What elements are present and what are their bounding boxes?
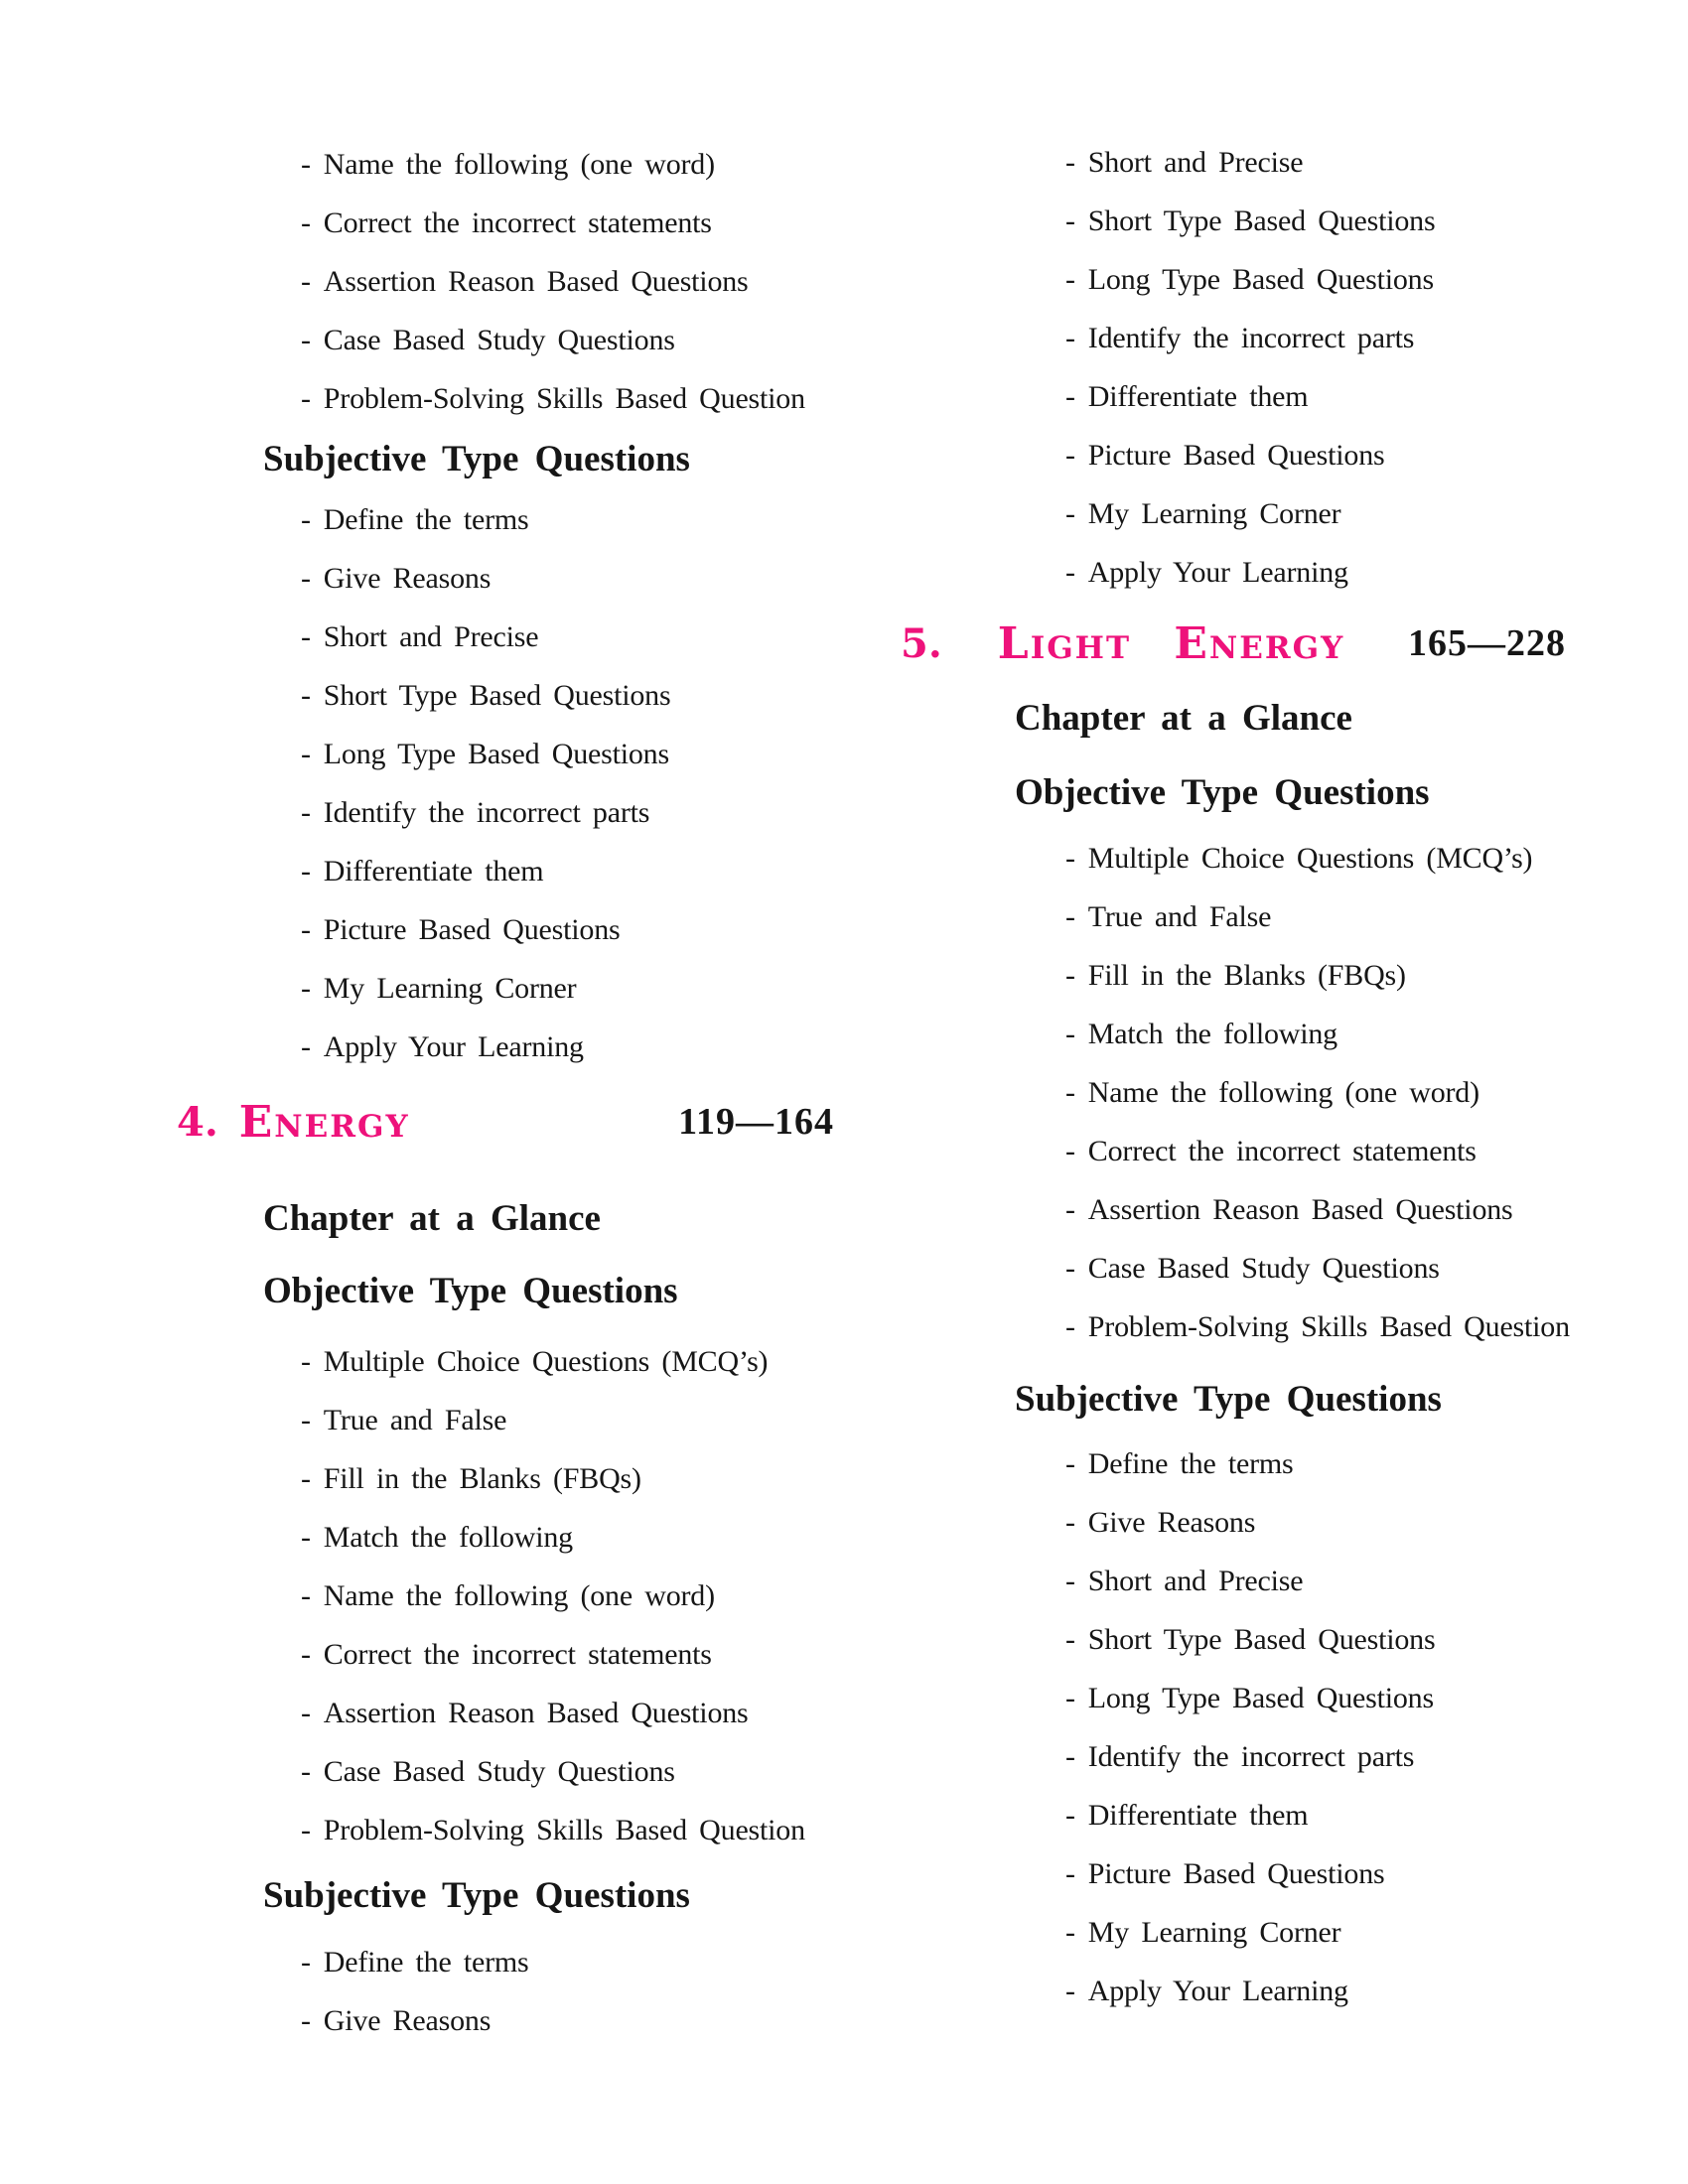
toc-item [301,1742,805,1801]
right-carryover-items [1065,133,1435,602]
right-subjective-items [1065,1434,1435,2020]
chapter-glance-heading: Chapter at a Glance [1015,698,1352,739]
toc-item [301,1391,805,1449]
item-label: Short Type Based Questions [1087,1622,1436,1656]
left-subjective-items [301,490,670,1076]
toc-item [301,1684,805,1742]
toc-item [1065,1493,1435,1552]
item-dash: - [301,1029,311,1063]
item-dash: - [1065,1622,1075,1656]
item-label: Name the following (one word) [1087,1075,1479,1109]
item-label: Define the terms [323,502,529,536]
item-label: Give Reasons [1087,1505,1256,1539]
item-dash: - [301,1696,311,1729]
item-label: Correct the incorrect statements [323,1637,712,1671]
toc-item [1065,1063,1570,1122]
toc-item [301,666,670,725]
chapter-glance-heading: Chapter at a Glance [263,1198,601,1239]
item-dash: - [301,323,311,356]
toc-item [301,1625,805,1684]
item-label: Identify the incorrect parts [323,795,650,829]
item-dash: - [1065,1856,1075,1890]
toc-item [301,900,670,959]
toc-item [301,490,670,549]
item-dash: - [301,737,311,770]
item-label: Short Type Based Questions [1087,204,1436,237]
item-dash: - [1065,899,1075,933]
item-label: Case Based Study Questions [1087,1251,1440,1285]
toc-item [301,1801,805,1859]
toc-item [1065,1786,1435,1844]
item-dash: - [301,264,311,298]
item-dash: - [1065,321,1075,354]
item-dash: - [301,795,311,829]
item-dash: - [1065,438,1075,472]
item-label: Name the following (one word) [323,1578,715,1612]
left-carryover-items [301,135,805,428]
toc-item [1065,426,1435,484]
toc-item [301,1991,529,2050]
item-dash: - [1065,262,1075,296]
item-label: Long Type Based Questions [1087,262,1434,296]
toc-item [301,1933,529,1991]
chapter-title: Energy [238,1096,410,1148]
item-label: Long Type Based Questions [323,737,669,770]
item-label: Long Type Based Questions [1087,1681,1434,1714]
item-label: Assertion Reason Based Questions [323,264,749,298]
item-dash: - [1065,1915,1075,1949]
item-label: Fill in the Blanks (FBQs) [1087,958,1406,992]
item-dash: - [301,1461,311,1495]
toc-item [1065,133,1435,192]
item-label: Short and Precise [1087,145,1304,179]
item-label: Case Based Study Questions [323,323,675,356]
item-dash: - [301,1813,311,1846]
item-label: Case Based Study Questions [323,1754,675,1788]
item-dash: - [301,678,311,712]
toc-item [1065,309,1435,367]
item-label: Identify the incorrect parts [1087,321,1415,354]
item-dash: - [301,561,311,595]
item-label: Short Type Based Questions [323,678,671,712]
toc-item [301,369,805,428]
toc-item [1065,192,1435,250]
toc-item [301,959,670,1018]
subjective-type-heading: Subjective Type Questions [263,439,690,479]
toc-item [1065,1552,1435,1610]
toc-item [301,1508,805,1567]
item-dash: - [1065,958,1075,992]
item-label: Picture Based Questions [1087,1856,1385,1890]
item-label: Assertion Reason Based Questions [323,1696,749,1729]
item-dash: - [1065,1505,1075,1539]
item-label: My Learning Corner [1087,1915,1341,1949]
toc-item [301,783,670,842]
item-dash: - [1065,379,1075,413]
toc-item [1065,543,1435,602]
toc-item [301,1449,805,1508]
item-dash: - [301,912,311,946]
left-objective-items [301,1332,805,1859]
item-dash: - [301,2003,311,2037]
toc-item [301,1332,805,1391]
item-label: Fill in the Blanks (FBQs) [323,1461,641,1495]
item-dash: - [1065,1974,1075,2007]
toc-item [301,1567,805,1625]
toc-item [301,608,670,666]
item-dash: - [1065,1681,1075,1714]
item-label: Short and Precise [1087,1564,1304,1597]
objective-type-heading: Objective Type Questions [263,1271,678,1311]
toc-item [1065,250,1435,309]
item-label: Differentiate them [1087,379,1309,413]
item-dash: - [301,381,311,415]
objective-type-heading: Objective Type Questions [1015,772,1430,813]
item-dash: - [301,1945,311,1979]
left-subjective-items-2 [301,1933,529,2050]
toc-item [1065,1962,1435,2020]
item-dash: - [1065,496,1075,530]
chapter-number: 5. [901,619,942,667]
item-label: Assertion Reason Based Questions [1087,1192,1513,1226]
item-dash: - [301,1578,311,1612]
item-label: Multiple Choice Questions (MCQ’s) [323,1344,769,1378]
toc-item [1065,1434,1435,1493]
chapter-entry-energy [177,1088,834,1156]
item-dash: - [1065,841,1075,875]
item-dash: - [301,971,311,1005]
item-dash: - [1065,1446,1075,1480]
item-dash: - [1065,1798,1075,1832]
toc-item [1065,1122,1570,1180]
item-label: Problem-Solving Skills Based Question [1087,1309,1570,1343]
toc-item [301,311,805,369]
chapter-page-range: 119—164 [678,1101,834,1143]
item-label: Problem-Solving Skills Based Question [323,1813,805,1846]
item-label: Short and Precise [323,619,539,653]
chapter-entry-light-energy [901,610,1566,677]
item-label: Picture Based Questions [323,912,621,946]
toc-item [301,842,670,900]
item-label: True and False [323,1403,507,1436]
item-dash: - [1065,1017,1075,1050]
toc-item [1065,1610,1435,1669]
item-label: Define the terms [323,1945,529,1979]
chapter-page-range: 165—228 [1408,622,1566,664]
toc-item [1065,887,1570,946]
toc-item [1065,1727,1435,1786]
item-label: Apply Your Learning [1087,1974,1348,2007]
item-dash: - [1065,1739,1075,1773]
item-label: Picture Based Questions [1087,438,1385,472]
item-dash: - [301,854,311,887]
item-dash: - [1065,145,1075,179]
item-label: Give Reasons [323,2003,492,2037]
item-dash: - [301,205,311,239]
item-dash: - [301,502,311,536]
toc-item [301,549,670,608]
item-dash: - [1065,1309,1075,1343]
toc-item [1065,1180,1570,1239]
item-dash: - [301,1754,311,1788]
toc-item [1065,1669,1435,1727]
item-label: Correct the incorrect statements [323,205,712,239]
toc-item [1065,484,1435,543]
item-label: Problem-Solving Skills Based Question [323,381,805,415]
item-label: Multiple Choice Questions (MCQ’s) [1087,841,1533,875]
item-label: Apply Your Learning [323,1029,584,1063]
toc-item [1065,367,1435,426]
item-label: Name the following (one word) [323,147,715,181]
item-dash: - [301,1520,311,1554]
item-dash: - [301,619,311,653]
toc-item [1065,1297,1570,1356]
toc-item [1065,1903,1435,1962]
item-label: My Learning Corner [1087,496,1341,530]
chapter-number: 4. [177,1098,218,1146]
toc-item [1065,829,1570,887]
item-dash: - [1065,1192,1075,1226]
item-label: My Learning Corner [323,971,577,1005]
item-label: Correct the incorrect statements [1087,1134,1477,1167]
toc-item [1065,1005,1570,1063]
item-dash: - [1065,1251,1075,1285]
toc-item [1065,946,1570,1005]
item-dash: - [1065,1564,1075,1597]
subjective-type-heading: Subjective Type Questions [1015,1379,1442,1420]
item-label: True and False [1087,899,1272,933]
chapter-title: Light Energy [997,617,1345,669]
item-dash: - [1065,1075,1075,1109]
toc-item [301,1018,670,1076]
item-label: Define the terms [1087,1446,1294,1480]
item-dash: - [1065,555,1075,589]
item-dash: - [301,1344,311,1378]
toc-item [301,252,805,311]
item-label: Match the following [1087,1017,1337,1050]
subjective-type-heading: Subjective Type Questions [263,1875,690,1916]
item-dash: - [301,147,311,181]
item-dash: - [301,1637,311,1671]
item-dash: - [1065,204,1075,237]
item-label: Differentiate them [1087,1798,1309,1832]
toc-item [301,194,805,252]
item-label: Match the following [323,1520,573,1554]
toc-item [1065,1844,1435,1903]
item-label: Give Reasons [323,561,492,595]
item-label: Differentiate them [323,854,544,887]
item-label: Apply Your Learning [1087,555,1348,589]
toc-item [301,725,670,783]
item-dash: - [1065,1134,1075,1167]
right-objective-items [1065,829,1570,1356]
item-label: Identify the incorrect parts [1087,1739,1415,1773]
item-dash: - [301,1403,311,1436]
toc-item [301,135,805,194]
toc-item [1065,1239,1570,1297]
